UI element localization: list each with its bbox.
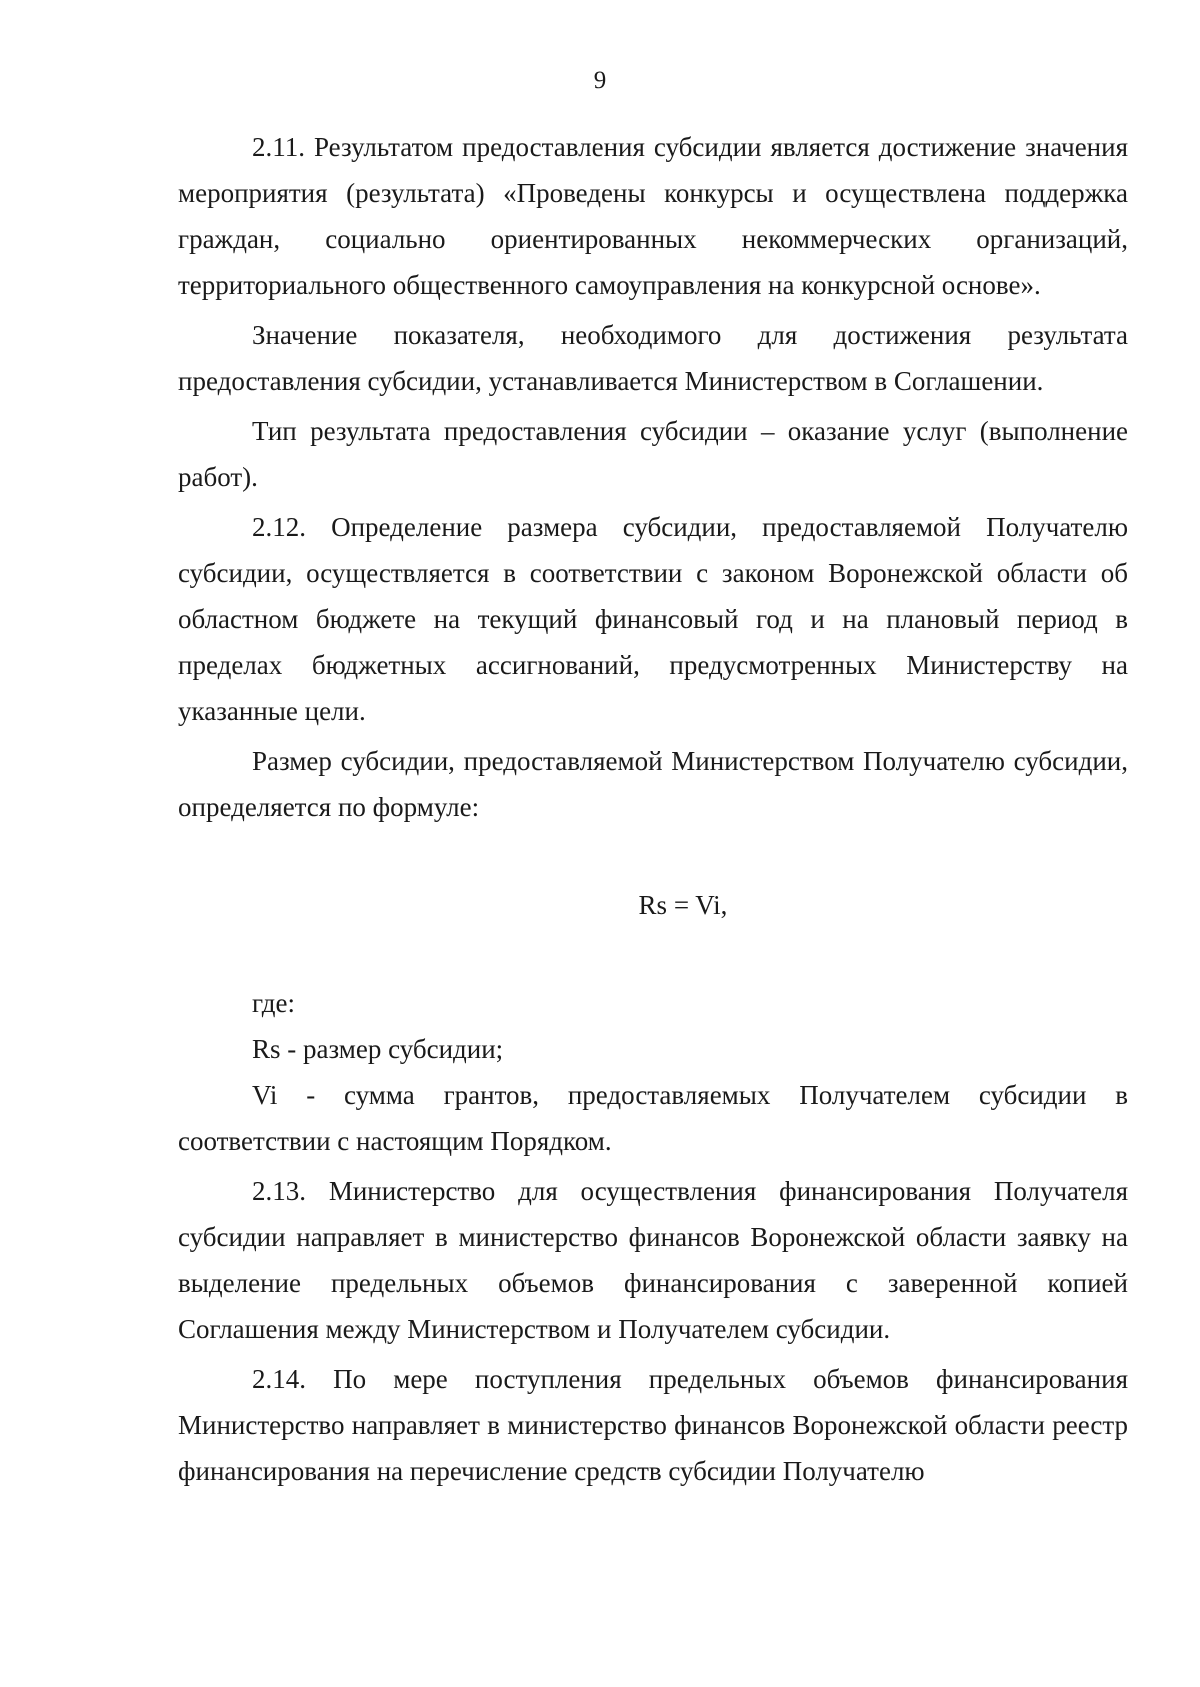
- where-label: где:: [252, 988, 295, 1018]
- paragraph-2-13: 2.13. Министерство для осуществления финансирования Получателя субсидии направляет в министерство финансов Воронежской области заявку на выделение предельных объемов финансирования с заверенной копией Соглашения между Министерством и Получателем субсидии.: [178, 1176, 1128, 1344]
- paragraph-subsidy-size: Размер субсидии, предоставляемой Министерством Получателю субсидии, определяется по формуле:: [178, 746, 1128, 822]
- page-number: 9: [593, 67, 607, 94]
- paragraph-2-14: 2.14. По мере поступления предельных объемов финансирования Министерство направляет в министерство финансов Воронежской области реестр финансирования на перечисление средств субсидии Получателю: [178, 1364, 1128, 1486]
- paragraph-2-11: 2.11. Результатом предоставления субсидии является достижение значения мероприятия (результата) «Проведены конкурсы и осуществлена поддержка граждан, социально ориентированных некоммерческих организаций, территориального общественного самоуправления на конкурсной основе».: [178, 132, 1128, 300]
- paragraph-result-type: Тип результата предоставления субсидии – оказание услуг (выполнение работ).: [178, 416, 1128, 492]
- definition-rs: Rs - размер субсидии;: [252, 1034, 504, 1064]
- document-body: [178, 124, 1128, 1494]
- paragraph-indicator-value: Значение показателя, необходимого для достижения результата предоставления субсидии, устанавливается Министерством в Соглашении.: [178, 320, 1128, 396]
- paragraph-2-12: 2.12. Определение размера субсидии, предоставляемой Получателю субсидии, осуществляется в соответствии с законом Воронежской области об областном бюджете на текущий финансовый год и на плановый период в пределах бюджетных ассигнований, предусмотренных Министерству на указанные цели.: [178, 512, 1128, 726]
- formula: Rs = Vi,: [638, 890, 728, 920]
- definition-vi: Vi - сумма грантов, предоставляемых Получателем субсидии в соответствии с настоящим Порядком.: [178, 1080, 1128, 1156]
